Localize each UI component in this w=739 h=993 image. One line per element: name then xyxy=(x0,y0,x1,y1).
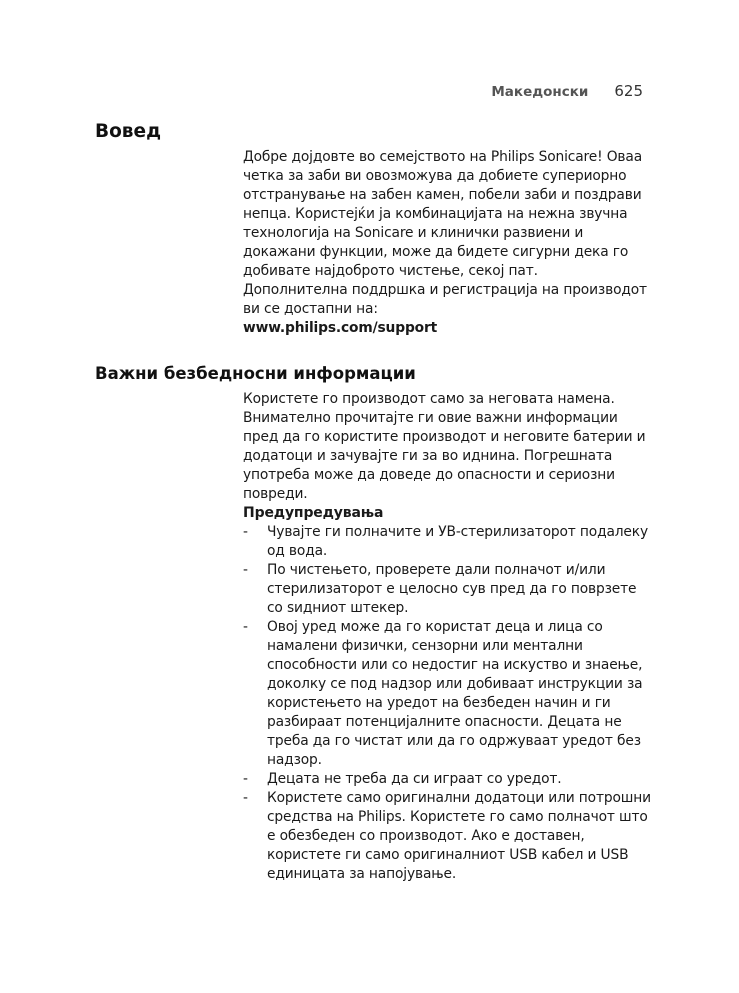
warning-item xyxy=(243,523,653,561)
intro-paragraph: Добре дојдовте во семејството на Philips Sonicare! Оваа четка за заби ви овозможува да добиете супериорно отстранување на забен камен, побели заби и поздрави непца. Користејќи ја комбинацијата на нежна звучна технологија на Sonicare и клинички развиени и докажани функции, може да бидете сигурни дека го добивате најдоброто чистење, секој пат. xyxy=(243,149,643,279)
header-language: Македонски xyxy=(491,84,589,100)
support-paragraph: Дополнителна поддршка и регистрација на производот ви се достапни на: xyxy=(243,282,647,317)
warning-text: По чистењето, проверете дали полначот и/или стерилизаторот е целосно сув пред да го поврзете со ѕидниот штекер. xyxy=(267,562,637,616)
warning-item xyxy=(243,770,653,789)
safety-paragraph: Користете го производот само за неговата намена. Внимателно прочитајте ги овие важни информации пред да го користите производот и неговите батерии и додатоци и зачувајте ги за во иднина. Погрешната употреба може да доведе до опасности и сериозни повреди. xyxy=(243,391,646,502)
bullet-dash: - xyxy=(243,562,248,578)
bullet-dash: - xyxy=(243,771,248,787)
safety-section xyxy=(243,390,653,884)
bullet-dash: - xyxy=(243,790,248,806)
warning-text: Чувајте ги полначите и УВ-стерилизаторот подалеку од вода. xyxy=(267,524,648,559)
warning-item xyxy=(243,618,653,770)
bullet-dash: - xyxy=(243,524,248,540)
warnings-heading: Предупредувања xyxy=(243,505,384,521)
intro-heading: Вовед xyxy=(95,121,162,142)
page-header xyxy=(491,82,643,100)
warning-text: Децата не треба да си играат со уредот. xyxy=(267,771,562,787)
intro-section xyxy=(243,148,653,338)
page-number: 625 xyxy=(614,82,643,100)
warning-item xyxy=(243,561,653,618)
safety-heading: Важни безбедносни информации xyxy=(95,364,416,383)
warnings-list xyxy=(243,523,653,884)
warning-item xyxy=(243,789,653,884)
bullet-dash: - xyxy=(243,619,248,635)
warning-text: Овој уред може да го користат деца и лица со намалени физички, сензорни или ментални способности или со недостиг на искуство и знаење, доколку се под надзор или добиваат инструкции за користењето на уредот на безбеден начин и ги разбираат потенцијалните опасности. Децата не треба да го чистат или да го одржуваат уредот без надзор. xyxy=(267,619,643,768)
support-url[interactable]: www.philips.com/support xyxy=(243,320,438,336)
warning-text: Користете само оригинални додатоци или потрошни средства на Philips. Користете го само полначот што е обезбеден со производот. Ако е доставен, користете ги само оригиналниот USB кабел и USB единицата за напојување. xyxy=(267,790,651,882)
